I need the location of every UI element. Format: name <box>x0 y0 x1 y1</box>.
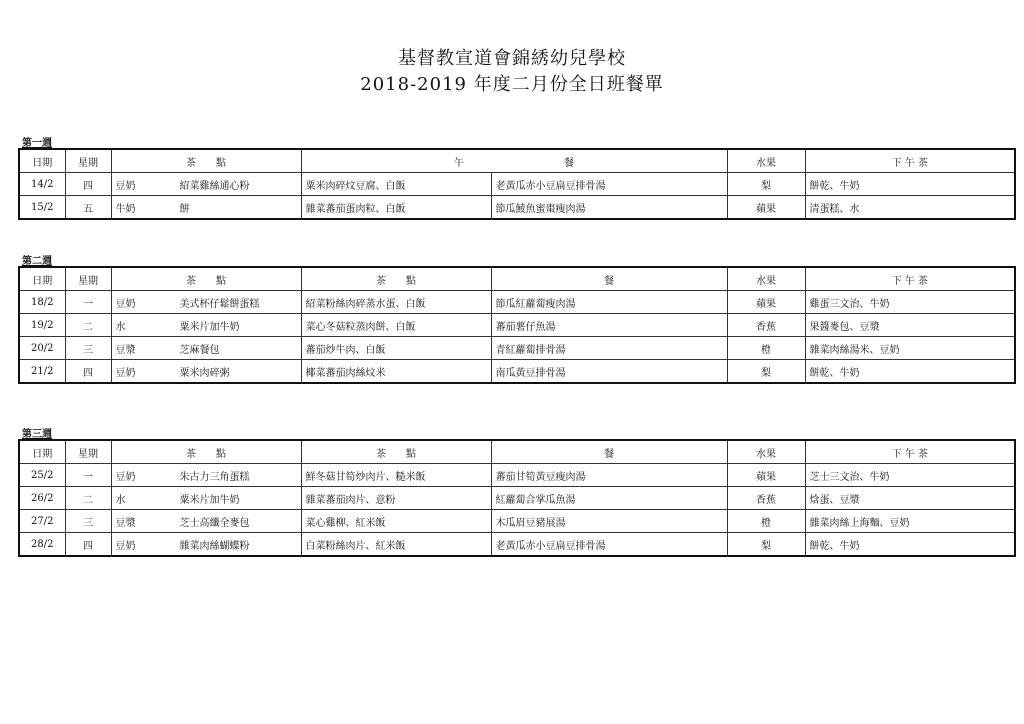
snack-cell <box>111 291 301 314</box>
table-header-row <box>19 149 1015 173</box>
drink: 豆奶 <box>115 367 136 379</box>
table-row <box>19 464 1015 487</box>
drink: 牛奶 <box>115 203 136 215</box>
fruit-cell: 蘋果 <box>727 196 805 220</box>
header-lunch-left: 茶 點 <box>301 267 491 291</box>
week-1-table <box>18 148 1016 220</box>
afternoon-tea-cell: 雜菜肉絲上海麵、豆奶 <box>805 510 1015 533</box>
afternoon-tea-cell: 雞蛋三文治、牛奶 <box>805 291 1015 314</box>
drink: 豆漿 <box>115 344 136 356</box>
date-cell: 18/2 <box>19 291 65 314</box>
snack: 粟米片加牛奶 <box>179 321 240 333</box>
snack: 朱古力三角蛋糕 <box>179 471 250 483</box>
table-row <box>19 510 1015 533</box>
table-row <box>19 291 1015 314</box>
afternoon-tea-cell: 清蛋糕、水 <box>805 196 1015 220</box>
fruit-cell: 蘋果 <box>727 291 805 314</box>
soup-cell: 青紅蘿蔔排骨湯 <box>491 337 727 360</box>
header-fruit: 水果 <box>727 149 805 173</box>
drink: 水 <box>115 494 126 506</box>
header-weekday: 星期 <box>65 267 111 291</box>
fruit-cell: 香蕉 <box>727 487 805 510</box>
snack-cell <box>111 337 301 360</box>
header-date: 日期 <box>19 149 65 173</box>
snack: 粟米肉碎粥 <box>179 367 230 379</box>
table-row <box>19 360 1015 384</box>
table-row <box>19 487 1015 510</box>
header-lunch-left: 茶 點 <box>301 440 491 464</box>
date-cell: 20/2 <box>19 337 65 360</box>
header-lunch-right: 餐 <box>491 267 727 291</box>
date-cell: 28/2 <box>19 533 65 557</box>
weekday-cell: 一 <box>65 291 111 314</box>
afternoon-tea-cell: 雜菜肉絲湯米、豆奶 <box>805 337 1015 360</box>
lunch-main-cell: 椰菜蕃茄肉絲炆米 <box>301 360 491 384</box>
date-cell: 26/2 <box>19 487 65 510</box>
lunch-main-cell: 菜心雞柳、紅米飯 <box>301 510 491 533</box>
header-snack: 茶 點 <box>111 267 301 291</box>
lunch-main-cell: 蕃茄炒牛肉、白飯 <box>301 337 491 360</box>
snack: 雜菜肉絲蝴蝶粉 <box>179 540 250 552</box>
lunch-main-cell: 粟米肉碎炆豆腐、白飯 <box>301 173 491 196</box>
date-cell: 19/2 <box>19 314 65 337</box>
weekday-cell: 三 <box>65 510 111 533</box>
table-row <box>19 173 1015 196</box>
soup-cell: 南瓜黃豆排骨湯 <box>491 360 727 384</box>
afternoon-tea-cell: 芝士三文治、牛奶 <box>805 464 1015 487</box>
soup-cell: 蕃茄薯仔魚湯 <box>491 314 727 337</box>
weekday-cell: 二 <box>65 487 111 510</box>
table-row <box>19 533 1015 557</box>
fruit-cell: 香蕉 <box>727 314 805 337</box>
snack: 芝麻餐包 <box>179 344 220 356</box>
header-date: 日期 <box>19 267 65 291</box>
fruit-cell: 橙 <box>727 510 805 533</box>
date-cell: 25/2 <box>19 464 65 487</box>
lunch-main-cell: 紹菜粉絲肉碎蒸水蛋、白飯 <box>301 291 491 314</box>
table-row <box>19 314 1015 337</box>
soup-cell: 紅蘿蔔合掌瓜魚湯 <box>491 487 727 510</box>
date-cell: 21/2 <box>19 360 65 384</box>
header-fruit: 水果 <box>727 440 805 464</box>
snack-cell <box>111 533 301 557</box>
afternoon-tea-cell: 餅乾、牛奶 <box>805 360 1015 384</box>
soup-cell: 節瓜鯪魚蜜棗瘦肉湯 <box>491 196 727 220</box>
header-weekday: 星期 <box>65 149 111 173</box>
header-lunch: 午 餐 <box>301 149 727 173</box>
snack: 芝士高纖全麥包 <box>179 517 250 529</box>
snack-cell <box>111 464 301 487</box>
week-1-label: 第一週 <box>22 138 52 149</box>
weekday-cell: 二 <box>65 314 111 337</box>
lunch-main-cell: 白菜粉絲肉片、紅米飯 <box>301 533 491 557</box>
lunch-main-cell: 菜心冬菇粒蒸肉餅、白飯 <box>301 314 491 337</box>
afternoon-tea-cell: 餅乾、牛奶 <box>805 173 1015 196</box>
weekday-cell: 四 <box>65 533 111 557</box>
week-3-table <box>18 439 1016 557</box>
header-afternoon-tea: 下 午 茶 <box>805 440 1015 464</box>
afternoon-tea-cell: 餅乾、牛奶 <box>805 533 1015 557</box>
snack-cell <box>111 360 301 384</box>
snack-cell <box>111 510 301 533</box>
soup-cell: 木瓜眉豆豬展湯 <box>491 510 727 533</box>
header-fruit: 水果 <box>727 267 805 291</box>
drink: 水 <box>115 321 126 333</box>
weekday-cell: 四 <box>65 173 111 196</box>
snack: 粟米片加牛奶 <box>179 494 240 506</box>
table-row <box>19 337 1015 360</box>
soup-cell: 蕃茄甘筍黃豆瘦肉湯 <box>491 464 727 487</box>
date-cell: 15/2 <box>19 196 65 220</box>
header-snack: 茶 點 <box>111 149 301 173</box>
fruit-cell: 梨 <box>727 533 805 557</box>
snack-cell <box>111 487 301 510</box>
drink: 豆漿 <box>115 517 136 529</box>
snack: 紹菜雞絲通心粉 <box>179 180 250 192</box>
table-header-row <box>19 267 1015 291</box>
weekday-cell: 五 <box>65 196 111 220</box>
snack-cell <box>111 196 301 220</box>
table-row <box>19 196 1015 220</box>
table-header-row <box>19 440 1015 464</box>
snack: 美式杯仔鬆餅蛋糕 <box>179 298 260 310</box>
week-3-label: 第三週 <box>22 429 52 440</box>
snack-cell <box>111 314 301 337</box>
school-name: 基督教宣道會錦綉幼兒學校 <box>398 48 626 69</box>
week-2-table <box>18 266 1016 384</box>
header-lunch-right: 餐 <box>491 440 727 464</box>
week-2-label: 第二週 <box>22 256 52 267</box>
header-snack: 茶 點 <box>111 440 301 464</box>
header-afternoon-tea: 下 午 茶 <box>805 267 1015 291</box>
soup-cell: 老黃瓜赤小豆扁豆排骨湯 <box>491 533 727 557</box>
lunch-main-cell: 雜菜蕃茄蛋肉粒、白飯 <box>301 196 491 220</box>
lunch-main-cell: 鮮冬菇甘筍炒肉片、糙米飯 <box>301 464 491 487</box>
weekday-cell: 一 <box>65 464 111 487</box>
header-weekday: 星期 <box>65 440 111 464</box>
drink: 豆奶 <box>115 180 136 192</box>
fruit-cell: 蘋果 <box>727 464 805 487</box>
menu-title: 2018-2019 年度二月份全日班餐單 <box>360 74 664 95</box>
soup-cell: 老黃瓜赤小豆扁豆排骨湯 <box>491 173 727 196</box>
afternoon-tea-cell: 果醬麥包、豆漿 <box>805 314 1015 337</box>
fruit-cell: 梨 <box>727 360 805 384</box>
snack: 餅 <box>179 203 190 215</box>
snack-cell <box>111 173 301 196</box>
date-cell: 14/2 <box>19 173 65 196</box>
weekday-cell: 四 <box>65 360 111 384</box>
header-date: 日期 <box>19 440 65 464</box>
weekday-cell: 三 <box>65 337 111 360</box>
afternoon-tea-cell: 焓蛋、豆漿 <box>805 487 1015 510</box>
header-afternoon-tea: 下 午 茶 <box>805 149 1015 173</box>
drink: 豆奶 <box>115 471 136 483</box>
drink: 豆奶 <box>115 298 136 310</box>
drink: 豆奶 <box>115 540 136 552</box>
soup-cell: 節瓜紅蘿蔔瘦肉湯 <box>491 291 727 314</box>
fruit-cell: 橙 <box>727 337 805 360</box>
fruit-cell: 梨 <box>727 173 805 196</box>
lunch-main-cell: 雜菜蕃茄肉片、意粉 <box>301 487 491 510</box>
date-cell: 27/2 <box>19 510 65 533</box>
